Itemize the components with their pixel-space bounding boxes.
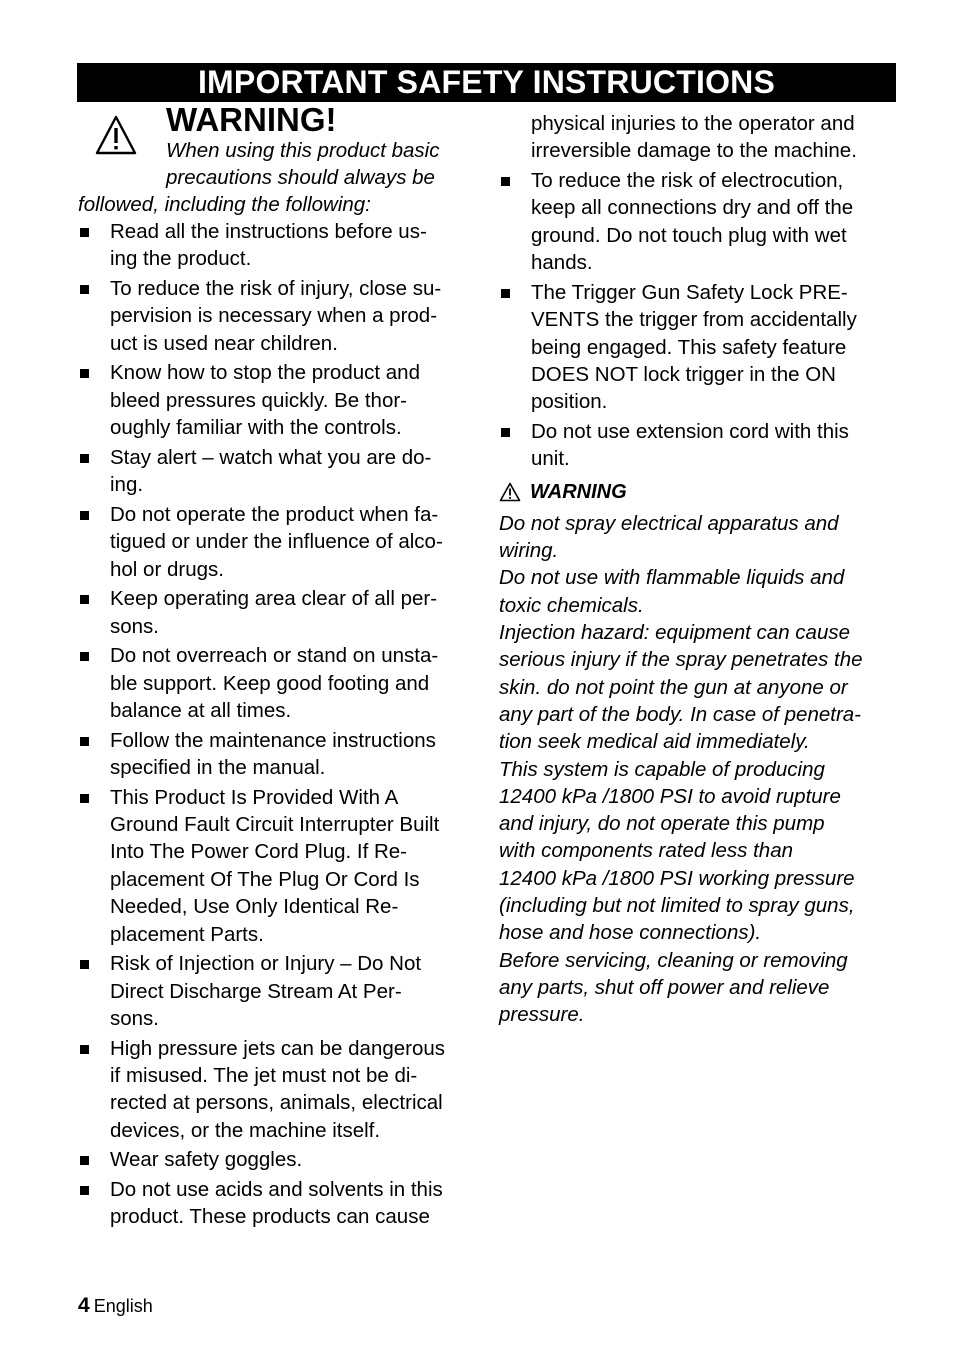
list-item-line: tigued or under the influence of alco- [110, 530, 443, 554]
list-item-line: This Product Is Provided With A [110, 785, 399, 809]
warning-line: This system is capable of producing [499, 757, 825, 781]
warning-line: any parts, shut off power and relieve [499, 975, 830, 999]
list-item [499, 279, 899, 416]
list-item-line: Keep operating area clear of all per- [110, 587, 438, 611]
list-item-line: To reduce the risk of electrocution, [531, 169, 844, 192]
list-item-line: sons. [110, 614, 159, 638]
warning-line: 12400 kPa /1800 PSI to avoid rupture [499, 784, 841, 808]
page-number: 4 [78, 1294, 90, 1317]
list-item-line: oughly familiar with the controls. [110, 416, 402, 440]
list-item-line: unit. [531, 447, 570, 471]
list-item-line: The Trigger Gun Safety Lock PRE- [531, 280, 848, 304]
list-item-line: VENTS the trigger from accidentally [531, 308, 857, 332]
list-item-line: Into The Power Cord Plug. If Re- [110, 840, 408, 864]
bullet-square-icon [80, 1156, 89, 1165]
list-item-line: hol or drugs. [110, 557, 224, 581]
section-title: IMPORTANT SAFETY INSTRUCTIONS [197, 64, 776, 100]
bullet-square-icon [80, 228, 89, 237]
list-item-line: Do not operate the product when fa- [110, 502, 439, 526]
list-item [499, 167, 899, 277]
warning-body [499, 510, 899, 1029]
left-column [78, 218, 478, 1233]
list-item-line: being engaged. This safety feature [531, 335, 847, 359]
list-item-line: uct is used near children. [110, 331, 338, 355]
list-item-line: Stay alert – watch what you are do- [110, 445, 432, 469]
list-item-line: Needed, Use Only Identical Re- [110, 895, 399, 919]
list-item [78, 444, 478, 499]
list-item-line: ing. [110, 473, 144, 497]
warning-heading [499, 479, 899, 506]
list-item [78, 1035, 478, 1145]
warning-line: wiring. [499, 539, 559, 563]
continued-line: irreversible damage to the machine. [531, 139, 857, 163]
right-column [499, 110, 899, 1028]
list-item [78, 1176, 478, 1231]
bullet-square-icon [501, 428, 510, 437]
list-item [78, 1146, 478, 1173]
bullet-square-icon [80, 737, 89, 746]
warning-line: skin. do not point the gun at anyone or [499, 675, 848, 699]
bullet-square-icon [80, 1186, 89, 1195]
list-item [78, 642, 478, 724]
list-item-line: DOES NOT lock trigger in the ON [531, 363, 836, 387]
bullet-square-icon [80, 652, 89, 661]
list-item-line: devices, or the machine itself. [110, 1118, 381, 1142]
list-item-line: High pressure jets can be dangerous [110, 1036, 446, 1060]
warning-line: any part of the body. In case of penetra- [499, 702, 862, 726]
list-item-line: To reduce the risk of injury, close su- [110, 277, 442, 300]
warning-heading-text: WARNING [530, 480, 627, 503]
bullet-square-icon [80, 369, 89, 378]
list-item-line: Wear safety goggles. [110, 1148, 303, 1172]
warning-line: Before servicing, cleaning or removing [499, 948, 848, 972]
warning-line: pressure. [499, 1003, 585, 1027]
list-item-line: balance at all times. [110, 699, 292, 723]
bullet-square-icon [501, 177, 510, 186]
list-item [78, 275, 478, 357]
warning-line: and injury, do not operate this pump [499, 812, 825, 836]
list-item [499, 418, 899, 473]
list-item-line: Read all the instructions before us- [110, 220, 427, 243]
list-item [78, 359, 478, 441]
bullet-square-icon [501, 289, 510, 298]
continued-line: physical injuries to the operator and [531, 112, 855, 135]
page-footer [78, 1293, 153, 1319]
warning-line: Injection hazard: equipment can cause [499, 621, 851, 645]
section-title-banner [77, 63, 896, 102]
list-item-line: Know how to stop the product and [110, 361, 420, 385]
list-item-line: keep all connections dry and off the [531, 196, 854, 220]
warning-triangle-icon [499, 482, 521, 502]
list-item-line: Follow the maintenance instructions [110, 728, 436, 752]
bullet-square-icon [80, 511, 89, 520]
list-item-line: placement Parts. [110, 922, 264, 946]
warning-line: Do not spray electrical apparatus and [499, 511, 839, 535]
list-item-line: hands. [531, 251, 593, 275]
list-item-line: sons. [110, 1007, 159, 1031]
list-item-line: Do not use acids and solvents in this [110, 1178, 443, 1202]
list-item [78, 727, 478, 782]
list-item-line: ground. Do not touch plug with wet [531, 223, 847, 247]
list-item-line: Risk of Injection or Injury – Do Not [110, 952, 422, 976]
list-item-line: if misused. The jet must not be di- [110, 1064, 418, 1088]
intro-line: When using this product basic [166, 139, 440, 162]
warning-intro [78, 137, 478, 218]
list-item [78, 585, 478, 640]
continued-bullet-text [499, 110, 899, 165]
list-item [78, 784, 478, 948]
language-label: English [93, 1296, 153, 1316]
list-item [78, 218, 478, 273]
list-item-line: rected at persons, animals, electrical [110, 1091, 443, 1115]
warning-line: with components rated less than [499, 839, 793, 863]
list-item [78, 501, 478, 583]
list-item-line: placement Of The Plug Or Cord Is [110, 867, 420, 891]
warning-line: Do not use with flammable liquids and [499, 566, 845, 590]
list-item-line: position. [531, 390, 608, 414]
safety-bullet-list [499, 167, 899, 473]
bullet-square-icon [80, 960, 89, 969]
bullet-square-icon [80, 794, 89, 803]
warning-line: (including but not limited to spray guns, [499, 894, 855, 917]
list-item-line: Ground Fault Circuit Interrupter Built [110, 813, 440, 837]
bullet-square-icon [80, 595, 89, 604]
list-item-line: Do not use extension cord with this [531, 420, 849, 444]
list-item-line: bleed pressures quickly. Be thor- [110, 388, 408, 412]
bullet-square-icon [80, 454, 89, 463]
warning-line: hose and hose connections). [499, 921, 762, 945]
list-item-line: specified in the manual. [110, 756, 326, 780]
intro-line: precautions should always be [166, 166, 435, 189]
warning-title: WARNING! [166, 101, 337, 138]
warning-line: serious injury if the spray penetrates the [499, 648, 863, 672]
list-item-line: ble support. Keep good footing and [110, 671, 430, 695]
safety-bullet-list [78, 218, 478, 1231]
bullet-square-icon [80, 1045, 89, 1054]
list-item-line: pervision is necessary when a prod- [110, 304, 438, 328]
warning-line: tion seek medical aid immediately. [499, 730, 810, 754]
list-item-line: Do not overreach or stand on unsta- [110, 644, 439, 668]
list-item-line: product. These products can cause [110, 1205, 430, 1229]
list-item-line: Direct Discharge Stream At Per- [110, 979, 402, 1003]
list-item [78, 950, 478, 1032]
warning-line: 12400 kPa /1800 PSI working pressure [499, 866, 855, 890]
warning-line: toxic chemicals. [499, 593, 644, 617]
list-item-line: ing the product. [110, 247, 252, 271]
intro-line: followed, including the following: [78, 193, 371, 216]
bullet-square-icon [80, 285, 89, 294]
